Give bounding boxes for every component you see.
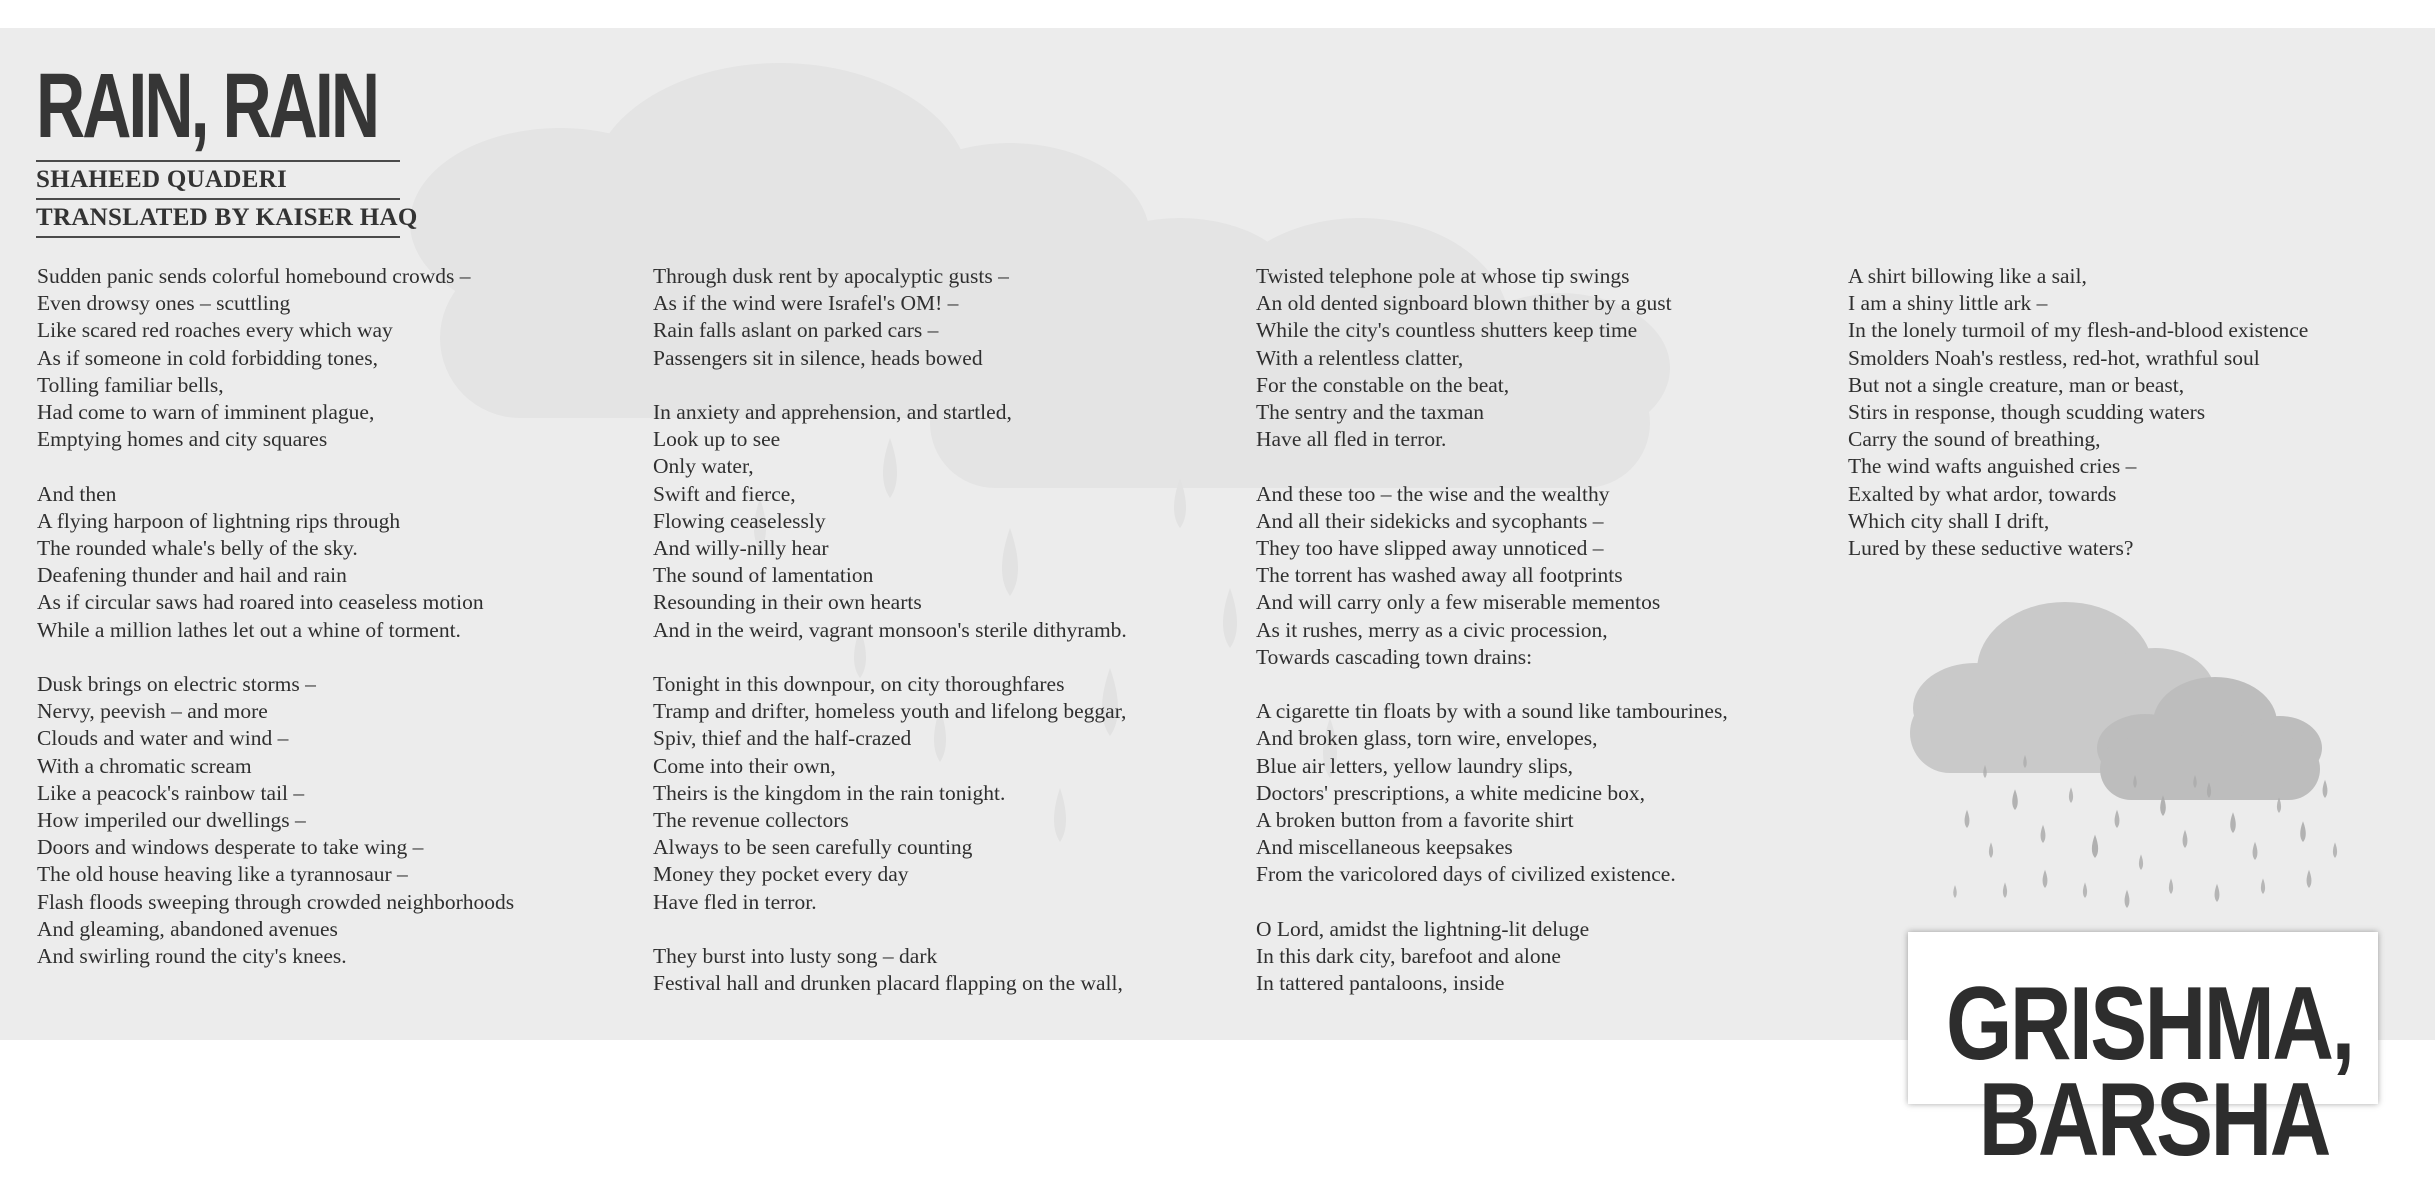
poem-line: Have all fled in terror. [1256, 427, 1447, 452]
poem-line: As if someone in cold forbidding tones, [37, 345, 378, 370]
poem-column-4 [1848, 263, 2308, 589]
translator-rule [36, 236, 400, 238]
poem-line: In the lonely turmoil of my flesh-and-blood existence [1848, 318, 2309, 343]
next-poem-title [1946, 966, 2353, 1178]
poem-line: Have fled in terror. [653, 889, 817, 914]
poem-line: The sound of lamentation [653, 563, 874, 588]
poem-line: As it rushes, merry as a civic procession, [1256, 617, 1608, 642]
poem-line: And gleaming, abandoned avenues [37, 916, 338, 941]
poem-line: And miscellaneous keepsakes [1256, 835, 1513, 860]
stanza [1848, 263, 2308, 562]
poem-line: Tramp and drifter, homeless youth and lifelong beggar, [653, 699, 1127, 724]
poem-line: Money they pocket every day [653, 862, 909, 887]
poem-line: Theirs is the kingdom in the rain tonight. [653, 780, 1006, 805]
poem-line: An old dented signboard blown thither by a gust [1256, 291, 1672, 316]
poem-line: Spiv, thief and the half-crazed [653, 726, 912, 751]
stanza [653, 399, 1127, 644]
poem-line: The sentry and the taxman [1256, 400, 1485, 425]
poem-line: Only water, [653, 454, 754, 479]
poem-line: Had come to warn of imminent plague, [37, 400, 375, 425]
poem-line: In anxiety and apprehension, and startled, [653, 400, 1012, 424]
poem-line: The torrent has washed away all footprints [1256, 563, 1623, 588]
next-poem-card [1908, 932, 2378, 1178]
poem-line: With a chromatic scream [37, 753, 252, 778]
poem-line: And in the weird, vagrant monsoon's sterile dithyramb. [653, 617, 1127, 642]
poem-line: Swift and fierce, [653, 481, 796, 506]
poem-line: But not a single creature, man or beast, [1848, 372, 2185, 397]
next-poem-title-line-2: BARSHA [1978, 1062, 2329, 1178]
poem-line: And will carry only a few miserable mementos [1256, 590, 1661, 615]
poem-line: Doctors' prescriptions, a white medicine box, [1256, 780, 1645, 805]
stanza [37, 263, 514, 453]
poem-line: Festival hall and drunken placard flapping on the wall, [653, 971, 1123, 996]
poem-line: Doors and windows desperate to take wing – [37, 835, 424, 860]
poem-column-3 [1256, 263, 1728, 1025]
poem-line: Smolders Noah's restless, red-hot, wrathful soul [1848, 345, 2260, 370]
poem-line: Deafening thunder and hail and rain [37, 563, 347, 588]
title-rule [36, 160, 400, 162]
poem-line: And swirling round the city's knees. [37, 944, 347, 969]
poem-column-1 [37, 263, 514, 997]
poem-line: And broken glass, torn wire, envelopes, [1256, 726, 1598, 751]
poem-line: From the varicolored days of civilized existence. [1256, 862, 1676, 887]
stanza [653, 263, 1127, 372]
poem-line: Carry the sound of breathing, [1848, 427, 2101, 452]
stanza [1256, 263, 1728, 453]
poem-line: Sudden panic sends colorful homebound crowds – [37, 264, 471, 288]
stanza [37, 671, 514, 970]
poem-line: Twisted telephone pole at whose tip swings [1256, 264, 1630, 288]
poem-line: Always to be seen carefully counting [653, 835, 973, 860]
poem-line: Rain falls aslant on parked cars – [653, 318, 939, 343]
poem-line: Blue air letters, yellow laundry slips, [1256, 753, 1574, 778]
poem-line: Dusk brings on electric storms – [37, 672, 316, 697]
poem-line: While the city's countless shutters keep time [1256, 318, 1638, 343]
poem-title: RAIN, RAIN [36, 55, 378, 157]
poem-line: Come into their own, [653, 753, 836, 778]
poem-line: In tattered pantaloons, inside [1256, 971, 1505, 996]
stanza [1256, 698, 1728, 888]
author-name: SHAHEED QUADERI [36, 166, 288, 193]
stanza [1256, 481, 1728, 671]
poem-line: Flash floods sweeping through crowded neighborhoods [37, 889, 515, 914]
poem-line: Like scared red roaches every which way [37, 318, 393, 343]
poem-line: The old house heaving like a tyrannosaur – [37, 862, 408, 887]
poem-line: Passengers sit in silence, heads bowed [653, 345, 983, 370]
poem-line: O Lord, amidst the lightning-lit deluge [1256, 916, 1590, 941]
poem-line: Through dusk rent by apocalyptic gusts – [653, 264, 1009, 288]
poem-line: I am a shiny little ark – [1848, 291, 2048, 316]
rain-cloud-icon [1895, 598, 2355, 928]
poem-line: And then [37, 481, 117, 506]
poem-line: The wind wafts anguished cries – [1848, 454, 2137, 479]
poem-line: With a relentless clatter, [1256, 345, 1464, 370]
poem-line: The revenue collectors [653, 808, 849, 833]
poem-line: Stirs in response, though scudding waters [1848, 400, 2206, 425]
author-rule [36, 198, 400, 200]
poem-line: Flowing ceaselessly [653, 508, 826, 533]
poem-line: A broken button from a favorite shirt [1256, 808, 1574, 833]
poem-line: Like a peacock's rainbow tail – [37, 780, 305, 805]
stanza [653, 671, 1127, 916]
poem-line: A flying harpoon of lightning rips through [37, 508, 401, 533]
poem-line: Resounding in their own hearts [653, 590, 922, 615]
poem-line: The rounded whale's belly of the sky. [37, 536, 358, 561]
translator-credit: TRANSLATED BY KAISER HAQ [36, 204, 418, 231]
poem-line: Nervy, peevish – and more [37, 699, 268, 724]
poem-page-panel [0, 28, 2435, 1040]
poem-line: While a million lathes let out a whine of torment. [37, 617, 461, 642]
poem-line: As if circular saws had roared into ceaseless motion [37, 590, 484, 615]
poem-line: For the constable on the beat, [1256, 372, 1510, 397]
poem-line: Lured by these seductive waters? [1848, 536, 2134, 561]
poem-line: How imperiled our dwellings – [37, 808, 306, 833]
poem-line: Exalted by what ardor, towards [1848, 481, 2117, 506]
poem-line: Clouds and water and wind – [37, 726, 289, 751]
poem-line: Even drowsy ones – scuttling [37, 291, 291, 316]
poem-line: A cigarette tin floats by with a sound like tambourines, [1256, 699, 1728, 724]
poem-line: As if the wind were Israfel's OM! – [653, 291, 959, 316]
poem-line: A shirt billowing like a sail, [1848, 264, 2087, 288]
poem-line: And willy-nilly hear [653, 536, 829, 561]
next-poem-title-line-1: GRISHMA, [1946, 966, 2353, 1082]
poem-line: They burst into lusty song – dark [653, 944, 938, 969]
stanza [1256, 916, 1728, 998]
poem-line: Tonight in this downpour, on city thoroughfares [653, 672, 1065, 697]
poem-line: And all their sidekicks and sycophants – [1256, 508, 1604, 533]
stanza [37, 481, 514, 644]
poem-column-2 [653, 263, 1127, 1025]
poem-line: And these too – the wise and the wealthy [1256, 481, 1610, 506]
poem-line: In this dark city, barefoot and alone [1256, 944, 1561, 969]
stanza [653, 943, 1127, 997]
poem-line: Tolling familiar bells, [37, 372, 224, 397]
poem-line: They too have slipped away unnoticed – [1256, 536, 1604, 561]
poem-line: Emptying homes and city squares [37, 427, 328, 452]
poem-line: Look up to see [653, 427, 781, 452]
poem-line: Which city shall I drift, [1848, 508, 2050, 533]
poem-line: Towards cascading town drains: [1256, 644, 1533, 669]
